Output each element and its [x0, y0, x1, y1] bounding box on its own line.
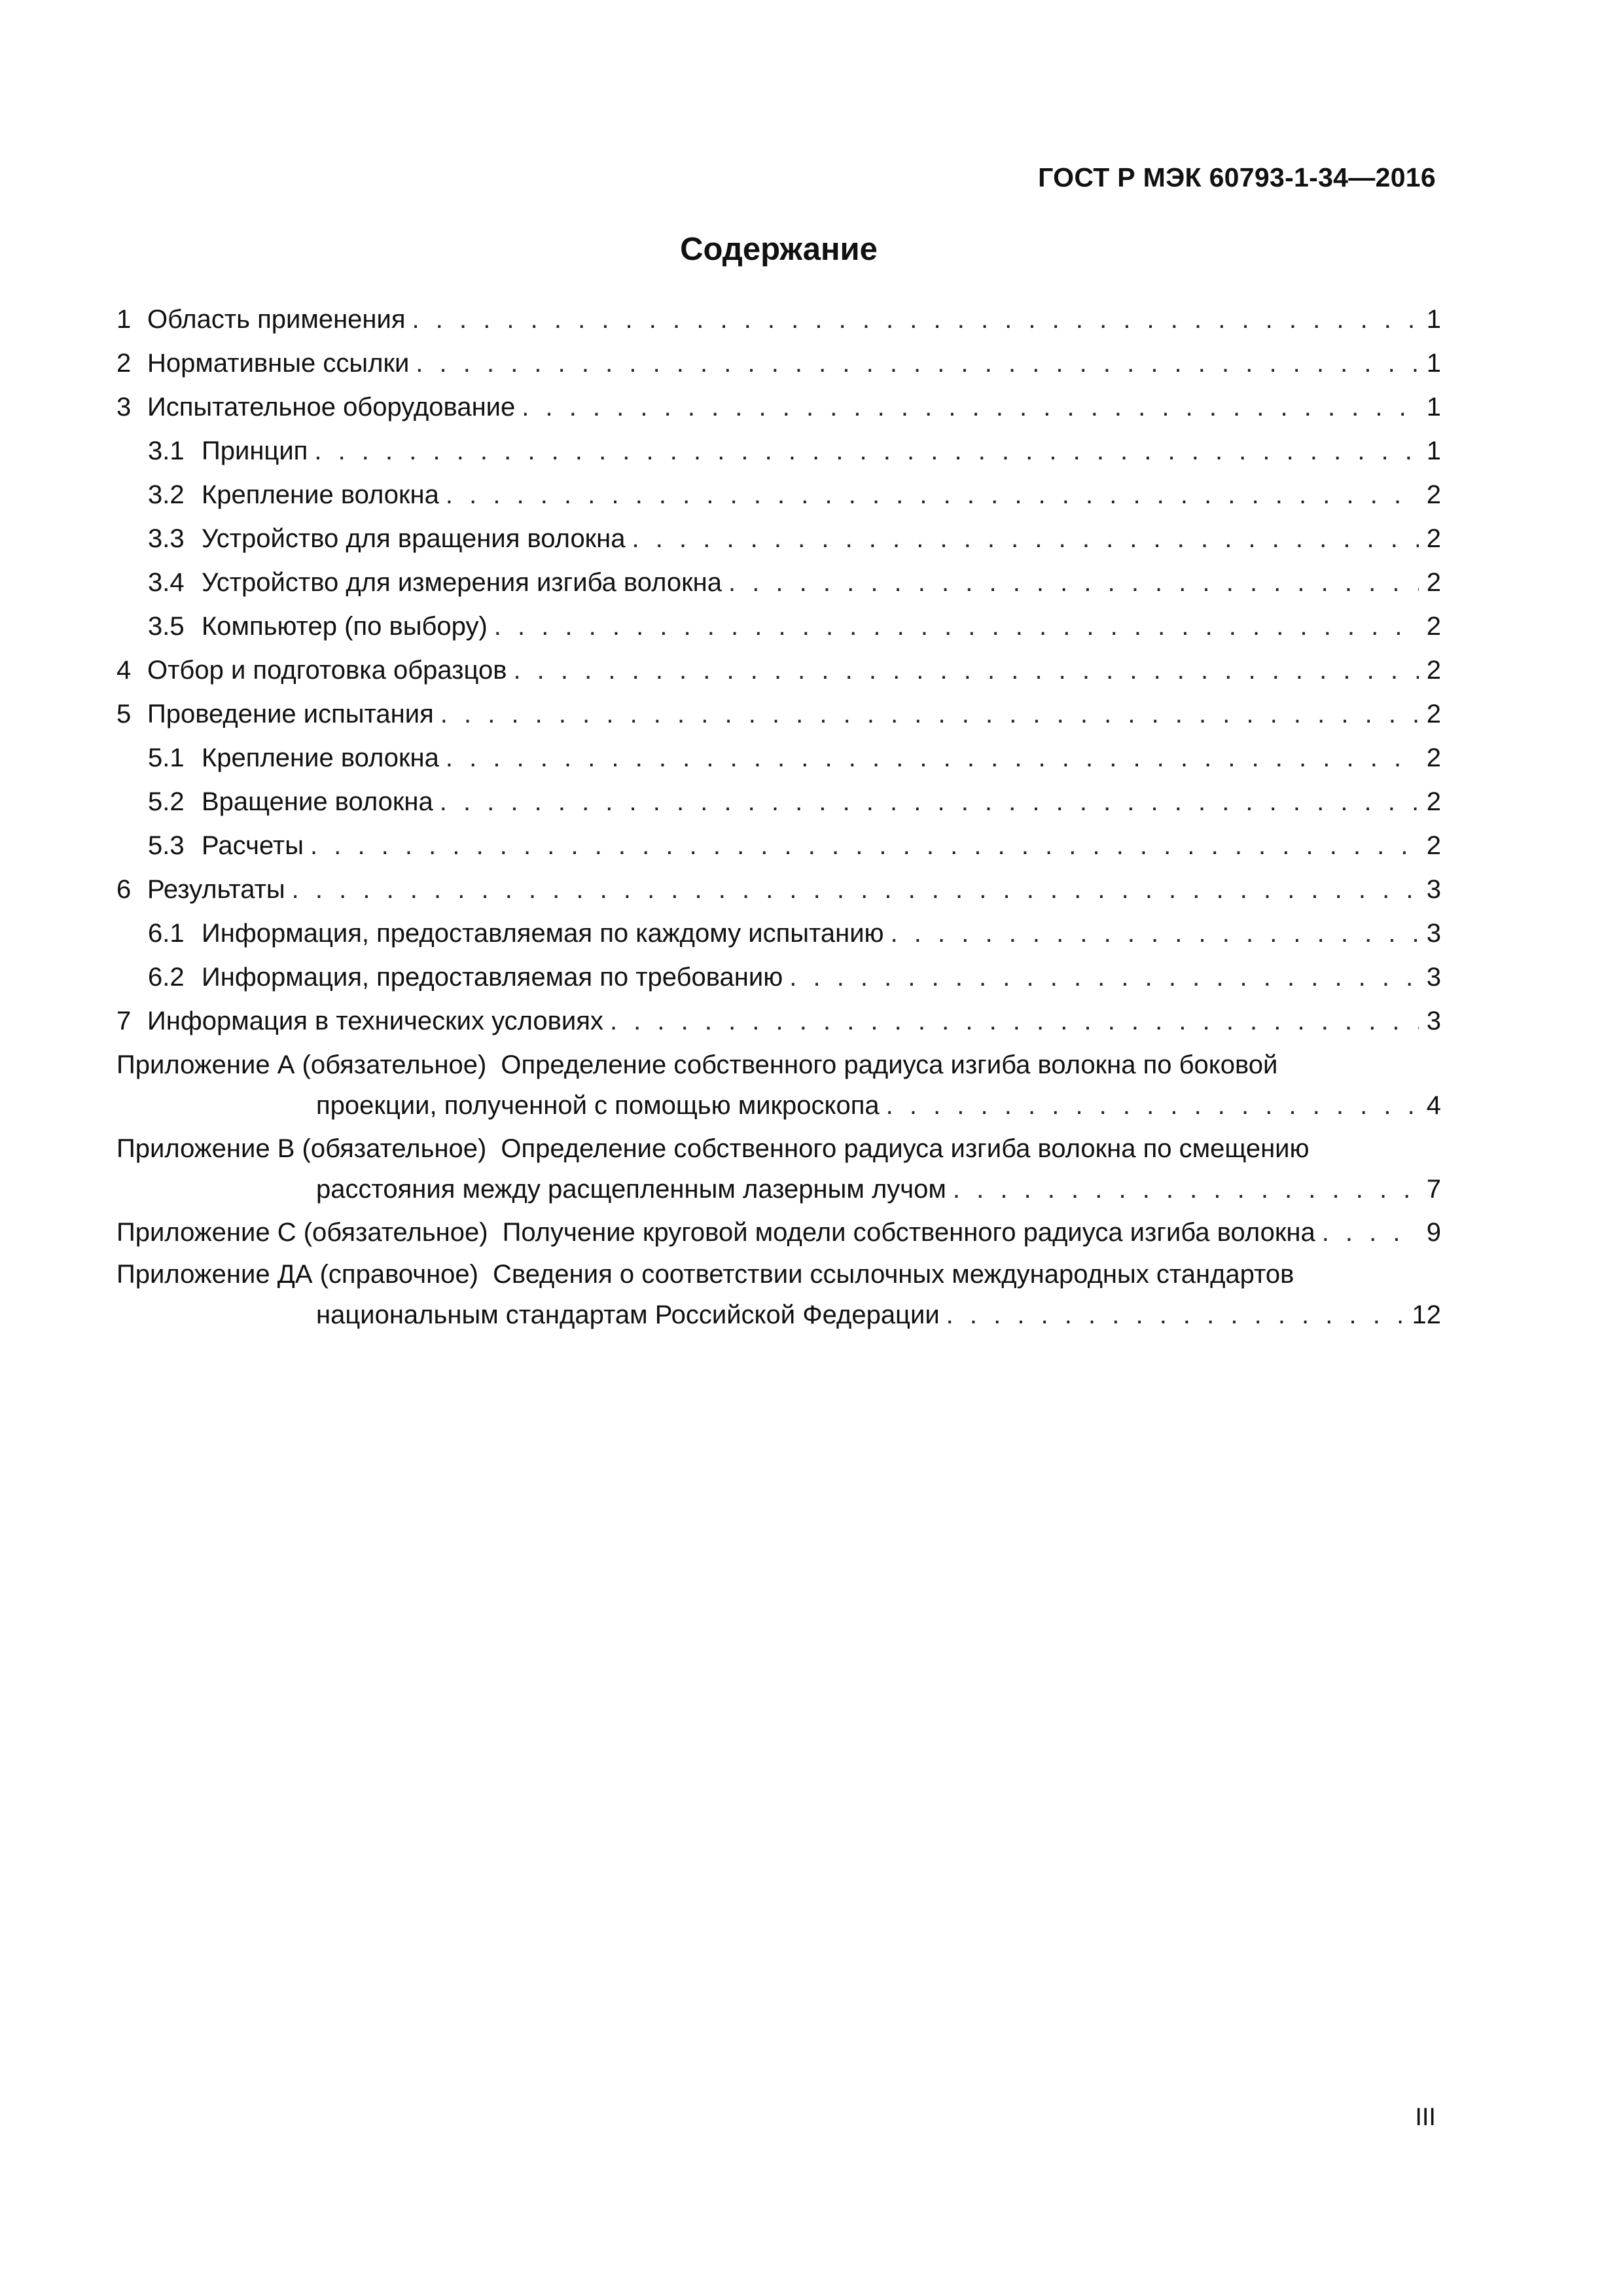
annex-prefix: Приложение ДА (справочное) — [116, 1260, 478, 1289]
dot-leader — [314, 429, 1419, 473]
toc-subentry[interactable] — [116, 956, 1441, 999]
toc-entry-page: 3 — [1426, 919, 1441, 948]
dot-leader — [416, 342, 1419, 386]
dot-leader — [891, 912, 1419, 956]
toc-entry-label: Нормативные ссылки — [147, 349, 410, 378]
toc-subentry[interactable] — [116, 605, 1441, 649]
toc-entry-page: 4 — [1426, 1091, 1441, 1120]
dot-leader — [1322, 1211, 1419, 1255]
dot-leader — [412, 298, 1419, 342]
toc-entry-page: 1 — [1426, 349, 1441, 378]
dot-leader — [886, 1084, 1419, 1128]
toc-entry-number: 3.4 — [148, 568, 185, 597]
toc-subentry[interactable] — [116, 429, 1441, 473]
toc-entry-number: 4 — [116, 656, 132, 685]
toc-entry-label: Область применения — [147, 305, 406, 334]
dot-leader — [440, 780, 1419, 824]
toc-entry-number: 3.2 — [148, 480, 185, 509]
toc-entry-page: 3 — [1426, 1007, 1441, 1035]
toc-entry-page: 2 — [1426, 787, 1441, 816]
dot-leader — [610, 999, 1419, 1043]
toc-entry-label: Проведение испытания — [147, 700, 434, 728]
toc-entry-label: Вращение волокна — [202, 787, 433, 816]
toc-entry[interactable] — [116, 386, 1441, 429]
dot-leader — [446, 736, 1419, 780]
toc-entry-number: 6 — [116, 875, 132, 904]
dot-leader — [292, 868, 1419, 912]
toc-entry-label: Испытательное оборудование — [147, 393, 516, 422]
annex-prefix: Приложение С (обязательное) — [116, 1218, 488, 1247]
toc-subentry[interactable] — [116, 736, 1441, 780]
toc-entry-number: 2 — [116, 349, 132, 378]
toc-entry-page: 2 — [1426, 700, 1441, 728]
toc-entry-page: 9 — [1426, 1218, 1441, 1247]
toc-entry-page: 2 — [1426, 524, 1441, 553]
toc-annex-entry[interactable] — [116, 1253, 1441, 1335]
toc-entry-page: 2 — [1426, 480, 1441, 509]
toc-entry-label: Устройство для вращения волокна — [202, 524, 626, 553]
annex-title-line1: Определение собственного радиуса изгиба волокна по боковой — [501, 1050, 1278, 1079]
dot-leader — [632, 517, 1419, 561]
toc-title: Содержание — [680, 232, 878, 267]
toc-entry[interactable] — [116, 342, 1441, 386]
toc-subentry[interactable] — [116, 912, 1441, 956]
toc-entry-number: 5.2 — [148, 787, 185, 816]
toc-entry-label: Информация, предоставляемая по требованию — [202, 963, 783, 992]
toc-entry[interactable] — [116, 298, 1441, 342]
toc-entry-label: Устройство для измерения изгиба волокна — [202, 568, 722, 597]
toc-entry-number: 1 — [116, 305, 132, 334]
annex-title-line1: Определение собственного радиуса изгиба волокна по смещению — [501, 1134, 1310, 1163]
toc-entry[interactable] — [116, 999, 1441, 1043]
toc-entry-number: 3.3 — [148, 524, 185, 553]
toc-subentry[interactable] — [116, 824, 1441, 868]
toc-subentry[interactable] — [116, 517, 1441, 561]
toc-entry-page: 1 — [1426, 393, 1441, 422]
toc-entry-page: 2 — [1426, 568, 1441, 597]
annex-prefix: Приложение В (обязательное) — [116, 1134, 487, 1163]
dot-leader — [946, 1293, 1406, 1337]
dot-leader — [310, 824, 1419, 868]
annex-title-line2: расстояния между расщепленным лазерным лучом — [316, 1175, 946, 1204]
toc-entry-number: 3 — [116, 393, 132, 422]
annex-prefix: Приложение А (обязательное) — [116, 1050, 487, 1079]
toc-entry[interactable] — [116, 649, 1441, 692]
toc-entry-number: 3.5 — [148, 612, 185, 641]
toc-entry-label: Крепление волокна — [202, 480, 439, 509]
toc-entry-number: 6.2 — [148, 963, 185, 992]
annex-title-line1: Получение круговой модели собственного радиуса изгиба волокна — [502, 1218, 1315, 1247]
toc-subentry[interactable] — [116, 473, 1441, 517]
dot-leader — [440, 692, 1419, 736]
toc-entry-page: 2 — [1426, 744, 1441, 772]
toc-entry-number: 5.3 — [148, 831, 185, 860]
toc-entry-page: 3 — [1426, 963, 1441, 992]
page-number: III — [1415, 2104, 1436, 2131]
toc-entry-label: Отбор и подготовка образцов — [147, 656, 507, 685]
toc-entry-number: 3.1 — [148, 437, 185, 465]
annex-title-line2: проекции, полученной с помощью микроскопа — [316, 1091, 880, 1120]
dot-leader — [513, 649, 1419, 692]
dot-leader — [953, 1168, 1419, 1211]
toc-entry-number: 6.1 — [148, 919, 185, 948]
toc-entry-page: 2 — [1426, 656, 1441, 685]
toc-entry-label: Крепление волокна — [202, 744, 439, 772]
toc-annex-entry[interactable] — [116, 1211, 1441, 1253]
annex-title-line2: национальным стандартам Российской Федерации — [316, 1300, 940, 1329]
toc-entry-label: Результаты — [147, 875, 285, 904]
dot-leader — [728, 561, 1419, 605]
toc-entry-page: 2 — [1426, 831, 1441, 860]
toc-subentry[interactable] — [116, 780, 1441, 824]
toc-subentry[interactable] — [116, 561, 1441, 605]
toc-entry-number: 5 — [116, 700, 132, 728]
dot-leader — [446, 473, 1419, 517]
toc-entry-page: 12 — [1412, 1300, 1441, 1329]
toc-entry-number: 5.1 — [148, 744, 185, 772]
toc-entry-page: 1 — [1426, 305, 1441, 334]
toc-annex-entry[interactable] — [116, 1043, 1441, 1126]
toc-entry-page: 2 — [1426, 612, 1441, 641]
toc-entry-page: 3 — [1426, 875, 1441, 904]
annex-title-line1: Сведения о соответствии ссылочных международных стандартов — [493, 1260, 1294, 1289]
toc-entry-label: Информация, предоставляемая по каждому испытанию — [202, 919, 884, 948]
toc-entry-label: Компьютер (по выбору) — [202, 612, 488, 641]
toc-entry-page: 7 — [1426, 1175, 1441, 1204]
toc-entry-page: 1 — [1426, 437, 1441, 465]
dot-leader — [789, 956, 1419, 999]
toc-entry-label: Принцип — [202, 437, 308, 465]
table-of-contents — [116, 298, 1441, 1335]
toc-entry-label: Информация в технических условиях — [147, 1007, 603, 1035]
toc-annex-entry[interactable] — [116, 1127, 1441, 1210]
toc-entry[interactable] — [116, 692, 1441, 736]
toc-entry[interactable] — [116, 868, 1441, 912]
document-code: ГОСТ Р МЭК 60793-1-34—2016 — [1038, 162, 1436, 192]
dot-leader — [522, 386, 1419, 429]
toc-entry-label: Расчеты — [202, 831, 304, 860]
dot-leader — [494, 605, 1419, 649]
toc-entry-number: 7 — [116, 1007, 132, 1035]
